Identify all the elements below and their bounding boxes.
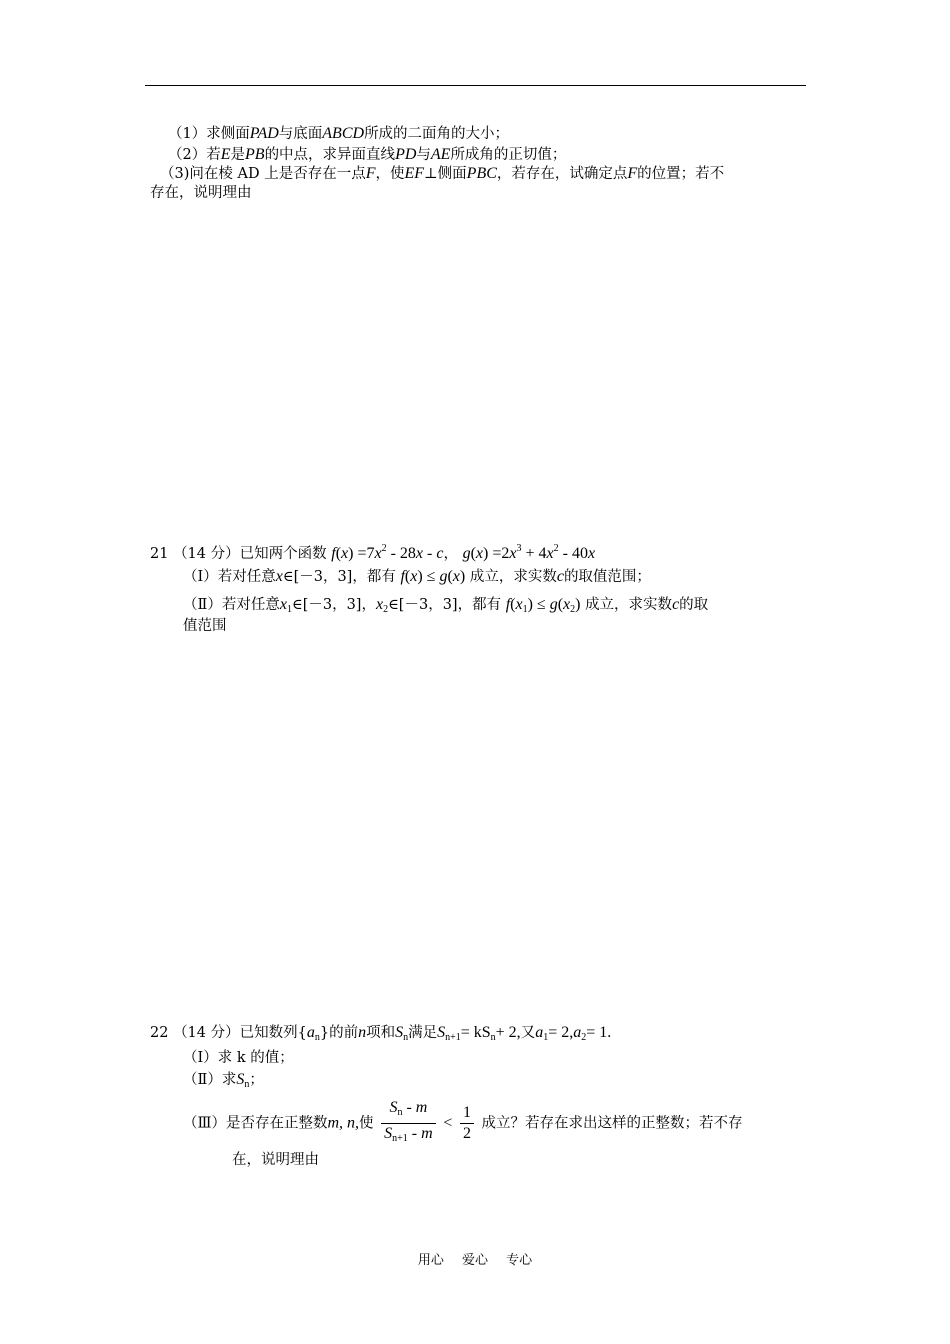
sn-ratio-fraction: $\frac{S_n - m}{S_{n+1} - m}$ <box>381 1098 436 1149</box>
q20-part3-cont: 存在，说明理由 <box>150 185 252 201</box>
q20-part1: （1）求侧面PAD与底面ABCD所成的二面角的大小； <box>168 125 510 142</box>
q21-number: 21 <box>150 546 169 562</box>
q22-part2: （Ⅱ）求$S_n$； <box>183 1071 264 1090</box>
header-rule <box>145 85 806 86</box>
q21-f-def: f <box>331 545 336 562</box>
q21-part2: （Ⅱ）若对任意$x_1\in[-3$，3]，$x_2\in[-3$，3]，都有 $f(x_1) \le g(x_2)$ 成立，求实数c的取 <box>183 596 709 615</box>
q22-part3-cont: 在，说明理由 <box>232 1152 319 1168</box>
q21-stem: 21 （14 分）已知两个函数 $f(x) =7x^2 - 28x - c$， $g(x) =2x^3 + 4x^2 - 40x$ <box>150 543 596 562</box>
q21-part1: （Ⅰ）若对任意x∈[－3，3]，都有 f(x) ≤ g(x) 成立，求实数c的取值范围； <box>183 568 651 585</box>
q22-stem: 22 （14 分）已知数列$\{a_n\}$的前n项和$S_n$满足$S_{n+1}= kS_n+ 2$,又$a_1= 2,a_2= 1$. <box>150 1024 612 1043</box>
page-footer: 用心 爱心 专心 <box>417 1253 533 1268</box>
q22-part1: （Ⅰ）求 k 的值； <box>183 1050 294 1066</box>
q21-part2-cont: 值范围 <box>183 618 227 634</box>
q20-part2: （2）若E是PB的中点，求异面直线PD与AE所成角的正切值； <box>168 146 567 163</box>
q22-number: 22 <box>150 1025 169 1041</box>
one-half-fraction: $\frac{1}{2}$ <box>460 1103 474 1144</box>
q21-g-def: g <box>462 545 471 562</box>
q20-part3: （3)问在棱 AD 上是否存在一点F，使EF⊥侧面PBC，若存在，试确定点F的位置；若不 <box>160 165 725 182</box>
q22-part3: （Ⅲ）是否存在正整数m, n,使 $\frac{S_n - m}{S_{n+1} - m}$ < $\frac{1}{2}$ 成立？若存在求出这样的正整数；若不存 <box>183 1098 743 1149</box>
